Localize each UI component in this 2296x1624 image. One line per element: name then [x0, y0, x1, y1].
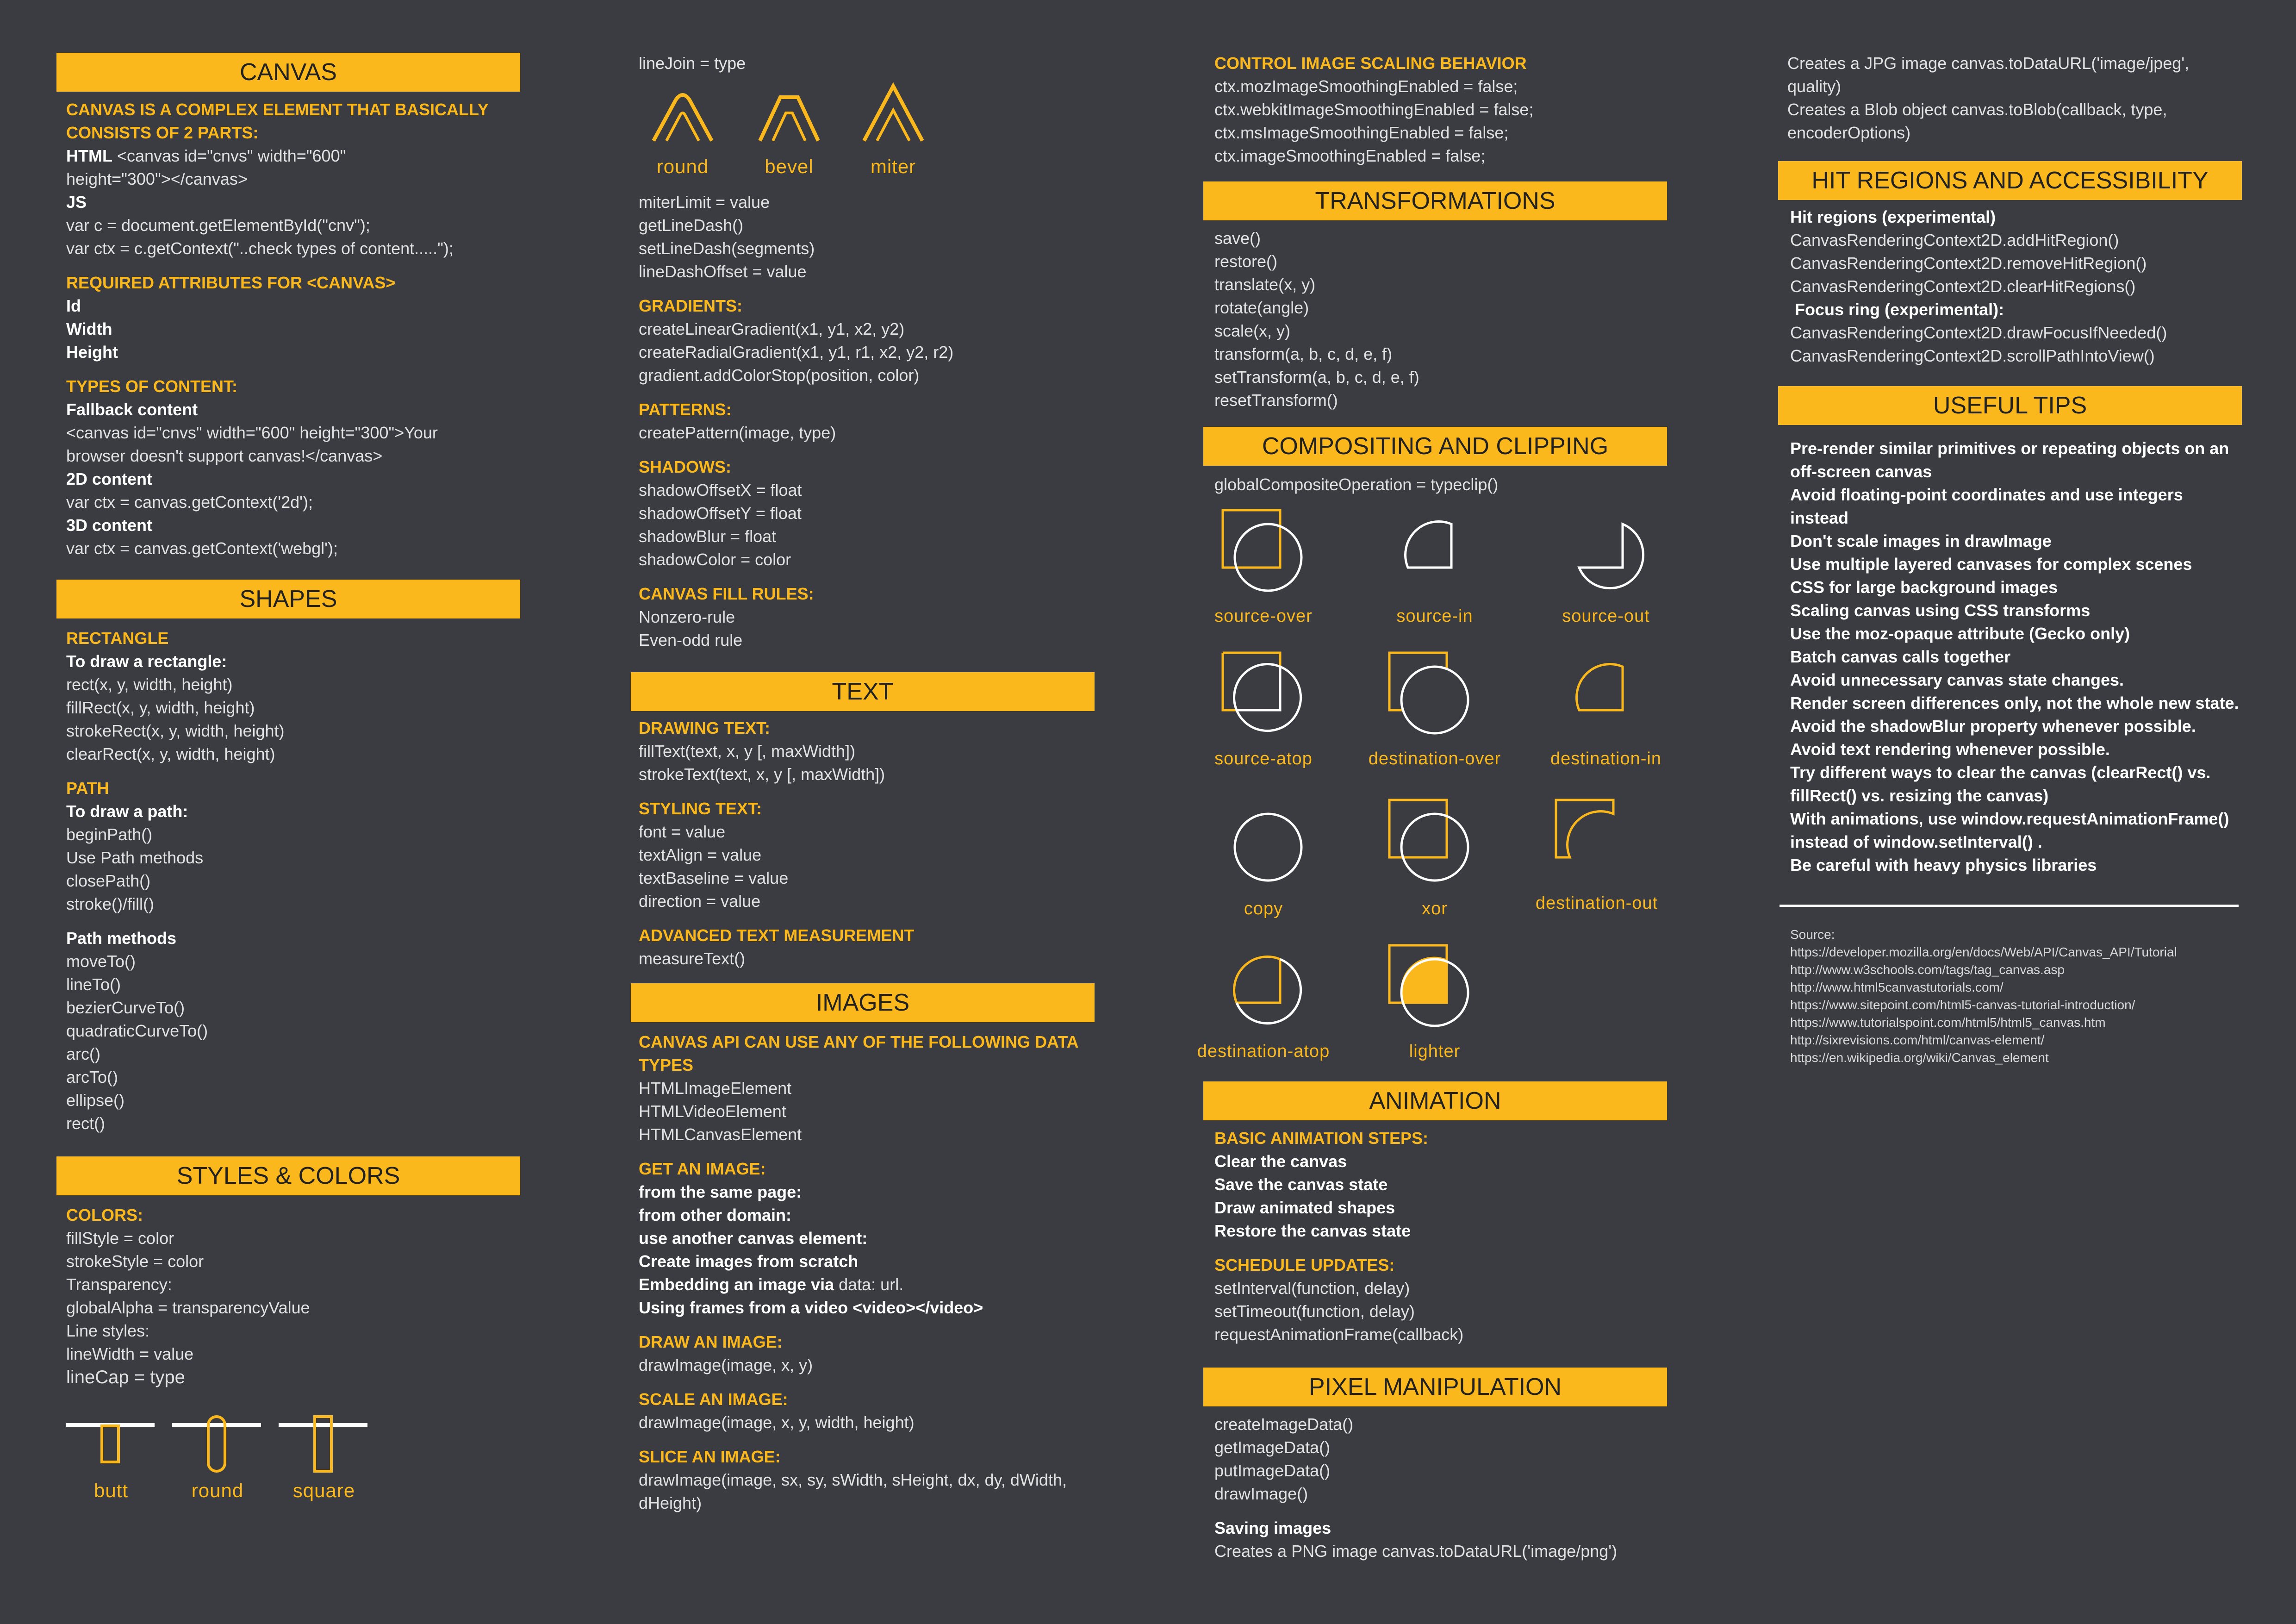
- image-scaling-section: [1214, 52, 1677, 168]
- list-item: createImageData(): [1214, 1415, 1354, 1434]
- list-item: ellipse(): [66, 1091, 125, 1110]
- source-link[interactable]: https://www.tutorialspoint.com/html5/html5_canvas.htm: [1790, 1015, 2106, 1030]
- list-item: requestAnimationFrame(callback): [1214, 1325, 1464, 1344]
- jpg-code-1: Creates a JPG image canvas.toDataURL('image/jpeg',: [1787, 54, 2190, 73]
- section-title-styles-colors: STYLES & COLORS: [56, 1156, 520, 1195]
- list-item: getLineDash(): [639, 216, 744, 235]
- composite-operation-label: globalCompositeOperation = typeclip(): [1214, 475, 1499, 494]
- slice-image-code-2: dHeight): [639, 1493, 702, 1512]
- path-methods-label: Path methods: [66, 929, 177, 948]
- list-item: ctx.webkitImageSmoothingEnabled = false;: [1214, 100, 1534, 119]
- list-item: shadowOffsetX = float: [639, 481, 802, 500]
- cap-label-butt: butt: [93, 1480, 129, 1501]
- list-item: transform(a, b, c, d, e, f): [1214, 344, 1393, 363]
- join-label-round: round: [656, 156, 709, 177]
- list-item: Restore the canvas state: [1214, 1221, 1411, 1240]
- list-item: Try different ways to clear the canvas (clearRect() vs.: [1790, 763, 2211, 782]
- canvas-intro-heading: CANVAS IS A COMPLEX ELEMENT THAT BASICALLY CONSISTS OF 2 PARTS:: [66, 100, 489, 142]
- list-item: beginPath(): [66, 825, 153, 844]
- list-item: translate(x, y): [1214, 275, 1316, 294]
- destination-out-icon: [1555, 799, 1638, 882]
- jpg-code-2: quality): [1787, 77, 1842, 96]
- list-item: Width: [66, 319, 112, 338]
- styles-section: [66, 1204, 529, 1389]
- list-item: drawImage(): [1214, 1484, 1308, 1503]
- list-item: Save the canvas state: [1214, 1175, 1388, 1194]
- list-item: restore(): [1214, 252, 1278, 271]
- list-item: Use the moz-opaque attribute (Gecko only): [1790, 624, 2130, 643]
- hit-regions-section: [1790, 206, 2253, 368]
- section-title-images: IMAGES: [631, 983, 1095, 1022]
- list-item: Be careful with heavy physics libraries: [1790, 856, 2097, 874]
- scale-image-code: drawImage(image, x, y, width, height): [639, 1413, 915, 1432]
- slice-image-code-1: drawImage(image, sx, sy, sWidth, sHeight, dx, dy, dWidth,: [639, 1470, 1067, 1489]
- section-title-canvas: CANVAS: [56, 53, 520, 92]
- scaling-heading: CONTROL IMAGE SCALING BEHAVIOR: [1214, 54, 1527, 73]
- content-2d-code: var ctx = canvas.getContext('2d');: [66, 493, 313, 512]
- draw-image-code: drawImage(image, x, y): [639, 1355, 813, 1374]
- animation-steps-heading: BASIC ANIMATION STEPS:: [1214, 1129, 1429, 1148]
- text-measurement-heading: ADVANCED TEXT MEASUREMENT: [639, 926, 915, 945]
- list-item: lineWidth = value: [66, 1344, 194, 1363]
- schedule-updates-heading: SCHEDULE UPDATES:: [1214, 1255, 1395, 1274]
- list-item: strokeStyle = color: [66, 1252, 204, 1271]
- op-label-copy: copy: [1244, 899, 1283, 918]
- op-label-destination-atop: destination-atop: [1197, 1042, 1330, 1061]
- list-item: shadowColor = color: [639, 550, 791, 569]
- sources-label: Source:: [1790, 927, 1835, 942]
- embed-rest: data: url.: [834, 1275, 904, 1294]
- useful-tips-section: [1790, 437, 2253, 877]
- cap-label-round: round: [191, 1480, 244, 1501]
- shadows-heading: SHADOWS:: [639, 457, 731, 476]
- op-label-source-in: source-in: [1396, 606, 1473, 626]
- section-title-shapes: SHAPES: [56, 580, 520, 618]
- transformations-section: [1214, 227, 1677, 412]
- op-label-xor: xor: [1422, 899, 1448, 918]
- list-item: textBaseline = value: [639, 868, 789, 887]
- list-item: shadowBlur = float: [639, 527, 777, 546]
- path-label: To draw a path:: [66, 802, 188, 821]
- fallback-label: Fallback content: [66, 400, 198, 419]
- data-types-heading: CANVAS API CAN USE ANY OF THE FOLLOWING DATA TYPES: [639, 1032, 1078, 1074]
- source-link[interactable]: http://www.html5canvastutorials.com/: [1790, 980, 2004, 994]
- source-atop-icon: [1222, 652, 1305, 735]
- source-link[interactable]: http://sixrevisions.com/html/canvas-element/: [1790, 1033, 2045, 1047]
- destination-atop-icon: [1222, 944, 1305, 1028]
- fallback-code-1: <canvas id="cnvs" width="600" height="300">Your: [66, 423, 438, 442]
- list-item: instead: [1790, 508, 1849, 527]
- list-item: rotate(angle): [1214, 298, 1309, 317]
- export-section: [1787, 52, 2250, 144]
- list-item: rect(x, y, width, height): [66, 675, 233, 694]
- content-3d-label: 3D content: [66, 516, 153, 535]
- styling-text-heading: STYLING TEXT:: [639, 799, 762, 818]
- compositing-section: [1214, 473, 1677, 496]
- list-item: fillText(text, x, y [, maxWidth]): [639, 742, 856, 761]
- list-item: Even-odd rule: [639, 631, 743, 650]
- fallback-code-2: browser doesn't support canvas!</canvas>: [66, 446, 383, 465]
- png-code: Creates a PNG image canvas.toDataURL('image/png'): [1214, 1542, 1618, 1561]
- list-item: fillStyle = color: [66, 1229, 174, 1248]
- content-3d-code: var ctx = canvas.getContext('webgl');: [66, 539, 338, 558]
- list-item: resetTransform(): [1214, 391, 1338, 410]
- list-item: CanvasRenderingContext2D.removeHitRegion(): [1790, 254, 2147, 273]
- list-item: direction = value: [639, 892, 761, 911]
- list-item: Use Path methods: [66, 848, 204, 867]
- list-item: With animations, use window.requestAnimationFrame(): [1790, 809, 2229, 828]
- op-label-source-over: source-over: [1214, 606, 1313, 626]
- line-join-label: lineJoin = type: [639, 54, 746, 73]
- source-link[interactable]: https://developer.mozilla.org/en/docs/Web/API/Canvas_API/Tutorial: [1790, 945, 2177, 959]
- list-item: CanvasRenderingContext2D.drawFocusIfNeeded(): [1790, 323, 2167, 342]
- op-label-source-atop: source-atop: [1214, 749, 1313, 768]
- section-title-useful-tips: USEFUL TIPS: [1778, 386, 2242, 425]
- focus-ring-label: Focus ring (experimental):: [1790, 300, 2004, 319]
- list-item: shadowOffsetY = float: [639, 504, 802, 523]
- list-item: CanvasRenderingContext2D.addHitRegion(): [1790, 231, 2119, 250]
- list-item: bezierCurveTo(): [66, 998, 185, 1017]
- op-label-source-out: source-out: [1562, 606, 1650, 626]
- list-item: save(): [1214, 229, 1261, 248]
- list-item: createPattern(image, type): [639, 423, 836, 442]
- list-item: putImageData(): [1214, 1461, 1331, 1480]
- list-item: createRadialGradient(x1, y1, r1, x2, y2, r2): [639, 343, 954, 362]
- slice-image-heading: SLICE AN IMAGE:: [639, 1447, 781, 1466]
- list-item: lineTo(): [66, 975, 121, 994]
- list-item: strokeRect(x, y, width, height): [66, 721, 285, 740]
- list-item: scale(x, y): [1214, 321, 1291, 340]
- list-item: getImageData(): [1214, 1438, 1331, 1457]
- list-item: quadraticCurveTo(): [66, 1021, 208, 1040]
- destination-in-icon: [1564, 652, 1648, 735]
- list-item: ctx.msImageSmoothingEnabled = false;: [1214, 123, 1509, 142]
- source-link[interactable]: https://en.wikipedia.org/wiki/Canvas_element: [1790, 1050, 2049, 1065]
- list-item: instead of window.setInterval() .: [1790, 832, 2042, 851]
- content-2d-label: 2D content: [66, 469, 153, 488]
- draw-image-heading: DRAW AN IMAGE:: [639, 1332, 783, 1351]
- list-item: CanvasRenderingContext2D.scrollPathIntoView(): [1790, 346, 2155, 365]
- list-item: ctx.imageSmoothingEnabled = false;: [1214, 146, 1486, 165]
- js-code-2: var ctx = c.getContext("..check types of content.....");: [66, 239, 454, 258]
- list-item: Don't scale images in drawImage: [1790, 531, 2052, 550]
- xor-icon: [1388, 799, 1472, 882]
- list-item: moveTo(): [66, 952, 136, 971]
- source-link[interactable]: https://www.sitepoint.com/html5-canvas-tutorial-introduction/: [1790, 998, 2135, 1012]
- list-item: textAlign = value: [639, 845, 762, 864]
- list-item: off-screen canvas: [1790, 462, 1932, 481]
- section-title-pixel-manipulation: PIXEL MANIPULATION: [1203, 1368, 1667, 1406]
- frames-label: Using frames from a video <video></video>: [639, 1298, 983, 1317]
- list-item: closePath(): [66, 871, 151, 890]
- list-item: font = value: [639, 822, 726, 841]
- line-cap-butt-icon: [65, 1417, 157, 1477]
- list-item: HTMLVideoElement: [639, 1102, 786, 1121]
- list-item: setTimeout(function, delay): [1214, 1302, 1415, 1321]
- list-item: Scaling canvas using CSS transforms: [1790, 601, 2091, 620]
- fill-rules-heading: CANVAS FILL RULES:: [639, 584, 814, 603]
- line-cap-square-icon: [278, 1417, 370, 1477]
- source-in-icon: [1393, 509, 1476, 593]
- list-item: Create images from scratch: [639, 1252, 859, 1271]
- html-label: HTML: [66, 146, 112, 165]
- list-item: Height: [66, 343, 118, 362]
- list-item: measureText(): [639, 949, 746, 968]
- op-label-destination-in: destination-in: [1550, 749, 1662, 768]
- section-title-text: TEXT: [631, 672, 1095, 711]
- list-item: globalAlpha = transparencyValue: [66, 1298, 310, 1317]
- section-title-hit-regions: HIT REGIONS AND ACCESSIBILITY: [1778, 161, 2242, 200]
- rectangle-heading: RECTANGLE: [66, 629, 169, 648]
- cap-label-square: square: [292, 1480, 355, 1501]
- line-cap-round-icon: [171, 1417, 264, 1477]
- required-attributes-heading: REQUIRED ATTRIBUTES FOR <CANVAS>: [66, 273, 396, 292]
- rectangle-label: To draw a rectangle:: [66, 652, 227, 671]
- copy-icon: [1222, 799, 1305, 882]
- embed-label: Embedding an image via: [639, 1275, 834, 1294]
- list-item: HTMLImageElement: [639, 1079, 792, 1098]
- lighter-icon: [1388, 944, 1472, 1028]
- saving-images-label: Saving images: [1214, 1518, 1332, 1537]
- scale-image-heading: SCALE AN IMAGE:: [639, 1390, 788, 1409]
- colors-heading: COLORS:: [66, 1206, 143, 1224]
- list-item: Nonzero-rule: [639, 607, 735, 626]
- pixel-section: [1214, 1413, 1677, 1563]
- source-out-icon: [1564, 509, 1648, 593]
- line-join-section: [639, 52, 1101, 75]
- destination-over-icon: [1388, 652, 1472, 735]
- line-styles-section: [639, 191, 1101, 652]
- list-item: Avoid text rendering whenever possible.: [1790, 740, 2110, 759]
- html-code-2: height="300"></canvas>: [66, 169, 248, 188]
- list-item: Transparency:: [66, 1275, 172, 1294]
- types-of-content-heading: TYPES OF CONTENT:: [66, 377, 238, 396]
- op-label-destination-over: destination-over: [1368, 749, 1501, 768]
- list-item: use another canvas element:: [639, 1229, 868, 1248]
- list-item: lineCap = type: [66, 1367, 185, 1387]
- list-item: Pre-render similar primitives or repeating objects on an: [1790, 439, 2229, 458]
- list-item: HTMLCanvasElement: [639, 1125, 802, 1144]
- line-join-bevel-icon: [754, 86, 824, 146]
- list-item: fillRect(x, y, width, height): [66, 698, 255, 717]
- list-item: lineDashOffset = value: [639, 262, 807, 281]
- list-item: Use multiple layered canvases for complex scenes: [1790, 555, 2192, 574]
- list-item: Avoid unnecessary canvas state changes.: [1790, 670, 2124, 689]
- html-code-1: <canvas id="cnvs" width="600": [112, 146, 346, 165]
- line-join-round-icon: [648, 86, 717, 146]
- list-item: from other domain:: [639, 1206, 791, 1224]
- blob-code-1: Creates a Blob object canvas.toBlob(callback, type,: [1787, 100, 2167, 119]
- op-label-lighter: lighter: [1409, 1042, 1461, 1061]
- path-heading: PATH: [66, 779, 109, 798]
- list-item: CanvasRenderingContext2D.clearHitRegions(): [1790, 277, 2136, 296]
- list-item: Batch canvas calls together: [1790, 647, 2011, 666]
- list-item: Clear the canvas: [1214, 1152, 1347, 1171]
- list-item: Id: [66, 296, 81, 315]
- list-item: Avoid the shadowBlur property whenever possible.: [1790, 717, 2196, 736]
- list-item: Line styles:: [66, 1321, 150, 1340]
- text-section: [639, 717, 1101, 970]
- list-item: arcTo(): [66, 1068, 118, 1087]
- list-item: strokeText(text, x, y [, maxWidth]): [639, 765, 885, 784]
- list-item: fillRect() vs. resizing the canvas): [1790, 786, 2049, 805]
- blob-code-2: encoderOptions): [1787, 123, 1911, 142]
- list-item: ctx.mozImageSmoothingEnabled = false;: [1214, 77, 1518, 96]
- list-item: miterLimit = value: [639, 193, 770, 212]
- list-item: clearRect(x, y, width, height): [66, 744, 275, 763]
- join-label-bevel: bevel: [765, 156, 814, 177]
- source-link[interactable]: http://www.w3schools.com/tags/tag_canvas.asp: [1790, 962, 2065, 977]
- list-item: rect(): [66, 1114, 105, 1133]
- list-item: Draw animated shapes: [1214, 1198, 1395, 1217]
- list-item: CSS for large background images: [1790, 578, 2058, 597]
- canvas-section: [66, 98, 529, 560]
- list-item: setLineDash(segments): [639, 239, 815, 258]
- sources-section: [1790, 926, 2253, 1067]
- list-item: arc(): [66, 1044, 100, 1063]
- section-title-transformations: TRANSFORMATIONS: [1203, 181, 1667, 220]
- hit-regions-label: Hit regions (experimental): [1790, 207, 1996, 226]
- get-image-heading: GET AN IMAGE:: [639, 1159, 766, 1178]
- shapes-section: [66, 627, 529, 1135]
- animation-section: [1214, 1127, 1677, 1346]
- js-code-1: var c = document.getElementById("cnv");: [66, 216, 370, 235]
- gradients-heading: GRADIENTS:: [639, 296, 742, 315]
- js-label: JS: [66, 193, 87, 212]
- section-title-animation: ANIMATION: [1203, 1081, 1667, 1120]
- list-item: setInterval(function, delay): [1214, 1279, 1410, 1298]
- images-section: [639, 1031, 1101, 1515]
- divider: [1780, 905, 2239, 907]
- list-item: gradient.addColorStop(position, color): [639, 366, 920, 385]
- line-join-miter-icon: [859, 83, 928, 146]
- list-item: setTransform(a, b, c, d, e, f): [1214, 368, 1419, 387]
- section-title-compositing: COMPOSITING AND CLIPPING: [1203, 427, 1667, 466]
- join-label-miter: miter: [870, 156, 916, 177]
- patterns-heading: PATTERNS:: [639, 400, 732, 419]
- source-over-icon: [1222, 509, 1305, 593]
- list-item: stroke()/fill(): [66, 894, 154, 913]
- list-item: Render screen differences only, not the whole new state.: [1790, 693, 2239, 712]
- op-label-destination-out: destination-out: [1535, 893, 1658, 913]
- drawing-text-heading: DRAWING TEXT:: [639, 718, 770, 737]
- list-item: from the same page:: [639, 1182, 802, 1201]
- list-item: createLinearGradient(x1, y1, x2, y2): [639, 319, 905, 338]
- list-item: Avoid floating-point coordinates and use integers: [1790, 485, 2183, 504]
